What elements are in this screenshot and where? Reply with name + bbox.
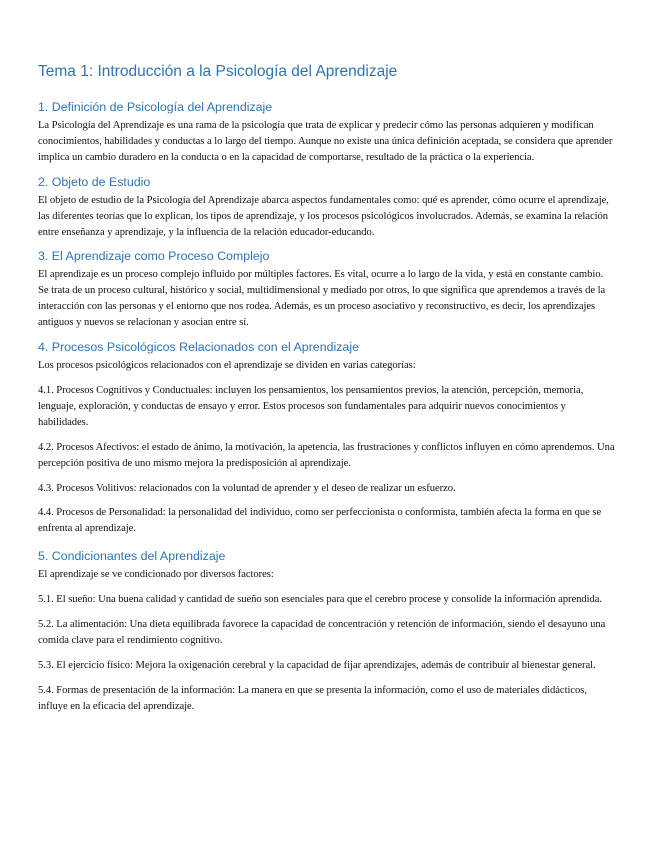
section-objeto	[38, 174, 615, 241]
section-paragraph: La Psicología del Aprendizaje es una rama de la psicología que trata de explicar y predecir cómo las personas adquieren y modifican conocimientos, habilidades y conductas a lo largo del tiempo. Aunque no existe una única definición aceptada, se considera que aprender implica un cambio duradero en la conducta o en la capacidad de comportarse, resultado de la práctica o la experiencia.	[38, 120, 613, 163]
subsection-paragraph: 5.3. El ejercicio físico: Mejora la oxigenación cerebral y la capacidad de fijar aprendizajes, además de contribuir al bienestar general.	[38, 659, 596, 671]
section-intro-paragraph: Los procesos psicológicos relacionados con el aprendizaje se dividen en varias categorías:	[38, 360, 416, 372]
subsection-paragraph: 4.3. Procesos Volitivos: relacionados con la voluntad de aprender y el deseo de realizar un esfuerzo.	[38, 482, 456, 494]
section-heading: 4. Procesos Psicológicos Relacionados con el Aprendizaje	[38, 340, 359, 355]
section-definicion	[38, 99, 615, 166]
section-paragraph: El aprendizaje es un proceso complejo influido por múltiples factores. Es vital, ocurre a lo largo de la vida, y está en constante cambio. Se trata de un proceso cultural, histórico y social, multidimensional y mediado por otros, lo que significa que aprendemos a través de la interacción con las personas y el entorno que nos rodea. Además, es un proceso asociativo y reconstructivo, es decir, los aprendizajes antiguos y nuevos se relacionan y asocian entre sí.	[38, 269, 606, 329]
document-title: Tema 1: Introducción a la Psicología del Aprendizaje	[38, 63, 398, 80]
subsection-paragraph: 5.4. Formas de presentación de la información: La manera en que se presenta la información, como el uso de materiales didácticos, influye en la eficacia del aprendizaje.	[38, 684, 587, 712]
subsection-paragraph: 5.1. El sueño: Una buena calidad y cantidad de sueño son esenciales para que el cerebro procese y consolide la información aprendida.	[38, 594, 603, 606]
section-procesos-psicologicos	[38, 339, 615, 537]
subsection-paragraph: 4.1. Procesos Cognitivos y Conductuales: incluyen los pensamientos, los pensamientos previos, la atención, percepción, memoria, lenguaje, exploración, y conductas de ensayo y error. Estos procesos son fundamentales para adquirir nuevos conocimientos y habilidades.	[38, 384, 584, 428]
subsection-paragraph: 5.2. La alimentación: Una dieta equilibrada favorece la capacidad de concentración y retención de información, siendo el desayuno una comida clave para el rendimiento cognitivo.	[38, 619, 606, 646]
section-intro-paragraph: El aprendizaje se ve condicionado por diversos factores:	[38, 569, 274, 581]
section-heading: 1. Definición de Psicología del Aprendizaje	[38, 100, 273, 114]
subsection-paragraph: 4.4. Procesos de Personalidad: la personalidad del individuo, como ser perfeccionista o conformista, también afecta la forma en que se enfrenta al aprendizaje.	[38, 507, 602, 535]
section-paragraph: El objeto de estudio de la Psicología del Aprendizaje abarca aspectos fundamentales como: qué es aprender, cómo ocurre el aprendizaje, las diferentes teorías que lo explican, los tipos de aprendizaje, y los procesos psicológicos involucrados. Además, se examina la relación entre enseñanza y aprendizaje, y la influencia de la relación educador-educando.	[38, 194, 609, 238]
section-heading: 5. Condicionantes del Aprendizaje	[38, 549, 226, 564]
section-heading: 2. Objeto de Estudio	[38, 174, 151, 189]
section-proceso-complejo	[38, 248, 615, 331]
section-condicionantes	[38, 548, 615, 714]
subsection-paragraph: 4.2. Procesos Afectivos: el estado de ánimo, la motivación, la apetencia, las frustraciones y conflictos influyen en cómo aprendemos. Una percepción positiva de uno mismo mejora la predisposición al aprendizaje.	[38, 441, 615, 469]
section-heading: 3. El Aprendizaje como Proceso Complejo	[38, 249, 270, 264]
